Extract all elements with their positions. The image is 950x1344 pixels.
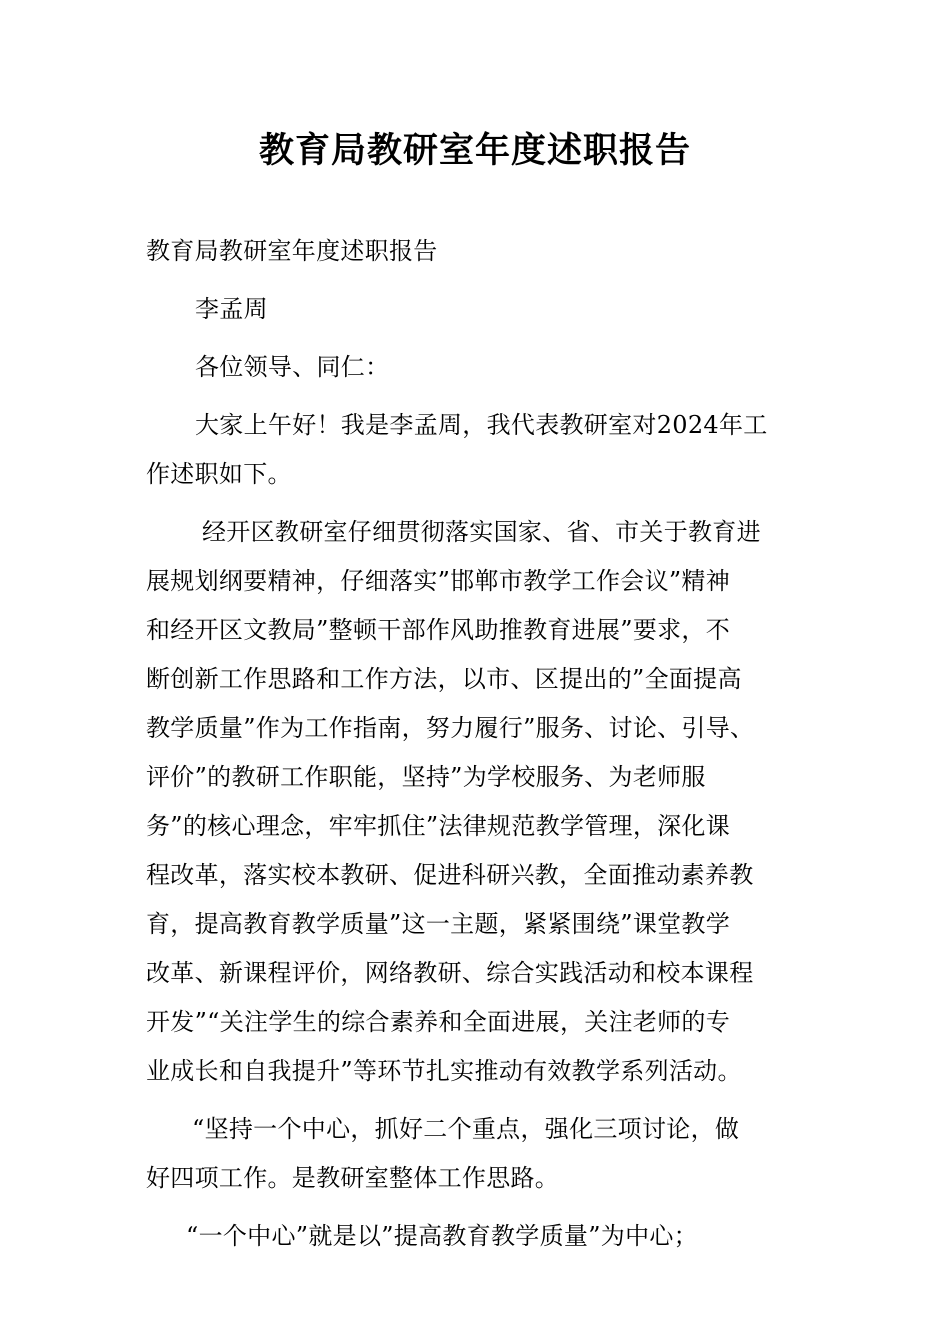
document-title: 教育局教研室年度述职报告 (258, 131, 691, 171)
paragraph-line: 务”的核心理念，牢牢抓住”法律规范教学管理，深化课 (146, 812, 731, 840)
paragraph-line: 评价”的教研工作职能，坚持”为学校服务、为老师服 (146, 763, 706, 791)
paragraph-line: 开发”“关注学生的综合素养和全面进展，关注老师的专 (146, 1008, 731, 1036)
paragraph-line: 经开区教研室仔细贯彻落实国家、省、市关于教育进 (202, 518, 761, 546)
paragraph-line: 好四项工作。是教研室整体工作思路。 (146, 1164, 560, 1192)
paragraph-line: 展规划纲要精神，仔细落实”邯郸市教学工作会议”精神 (146, 567, 731, 595)
paragraph-line: 和经开区文教局”整顿干部作风助推教育进展”要求，不 (146, 616, 731, 644)
paragraph-line: 育，提高教育教学质量”这一主题，紧紧围绕”课堂教学 (146, 910, 731, 938)
paragraph-line: 大家上午好！我是李孟周，我代表教研室对2024年工 (195, 411, 768, 439)
paragraph-line: “坚持一个中心，抓好二个重点，强化三项讨论，做 (192, 1115, 740, 1143)
paragraph-line: 断创新工作思路和工作方法，以市、区提出的”全面提高 (146, 665, 742, 693)
paragraph-line: 业成长和自我提升”等环节扎实推动有效教学系列活动。 (146, 1057, 742, 1085)
subtitle-line: 教育局教研室年度述职报告 (146, 237, 438, 265)
paragraph-line: 教学质量”作为工作指南，努力履行”服务、讨论、引导、 (146, 714, 755, 742)
author-line: 李孟周 (195, 295, 268, 323)
salutation-line: 各位领导、同仁： (195, 353, 390, 381)
paragraph-line: 作述职如下。 (146, 460, 292, 488)
paragraph-line: 改革、新课程评价，网络教研、综合实践活动和校本课程 (146, 959, 754, 987)
paragraph-line: 程改革，落实校本教研、促进科研兴教，全面推动素养教 (146, 861, 754, 889)
paragraph-line: “一个中心”就是以”提高教育教学质量”为中心； (186, 1222, 698, 1250)
document-body (146, 227, 816, 1261)
